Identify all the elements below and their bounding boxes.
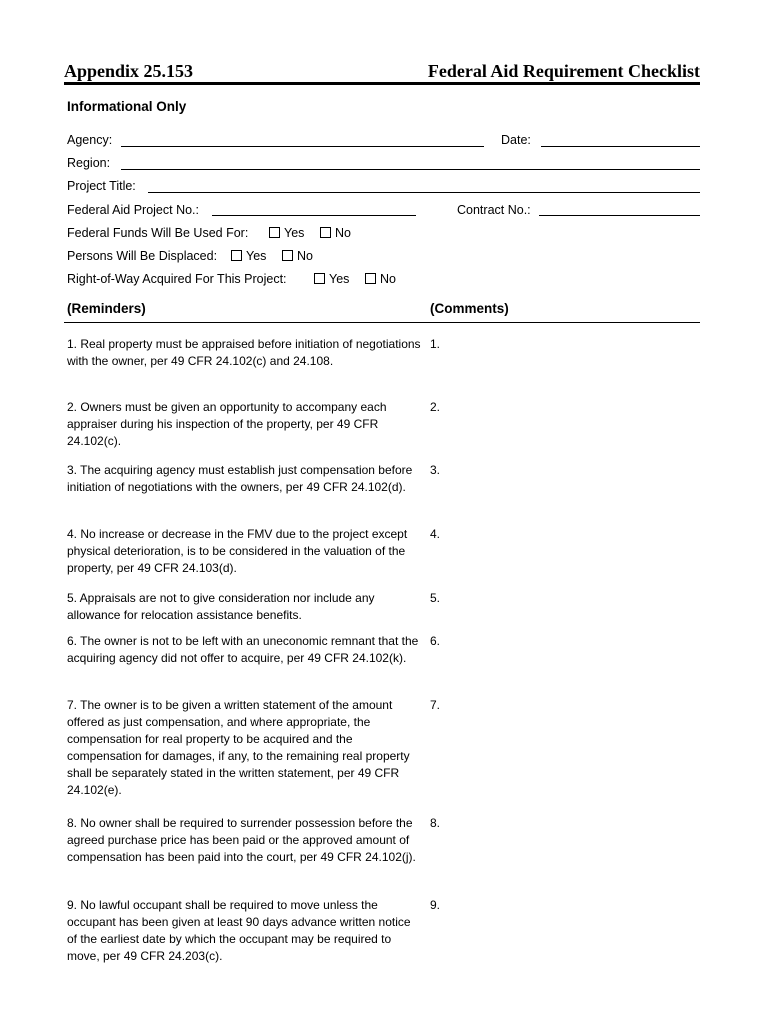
reminder-item: 4. No increase or decrease in the FMV due to the project except physical deterioration, is to be considered in the valuation of the property, per 49 CFR 24.103(d). — [67, 527, 408, 575]
no-label: No — [297, 249, 313, 263]
comment-number: 4. — [430, 527, 441, 541]
checkbox-icon[interactable] — [320, 227, 331, 238]
reminder-item: 7. The owner is to be given a written statement of the amount offered as just compensation, and where appropriate, the compensation for real property to be acquired and the compensation for damages, if any, to the remaining real property shall be separately stated in the written statement, per 49 CFR 24.102(e). — [67, 698, 410, 797]
comment-number: 2. — [430, 400, 441, 414]
yes-label: Yes — [329, 272, 350, 286]
reminder-item: 6. The owner is not to be left with an uneconomic remnant that the acquiring agency did not offer to acquire, per 49 CFR 24.102(k). — [67, 634, 419, 665]
reminder-item: 1. Real property must be appraised before initiation of negotiations with the owner, per 49 CFR 24.102(c) and 24.108. — [67, 337, 421, 368]
project-title-field[interactable] — [148, 192, 700, 193]
comment-number: 7. — [430, 698, 441, 712]
right-of-way-question: Right-of-Way Acquired For This Project: — [67, 272, 287, 286]
persons-displaced-question: Persons Will Be Displaced: — [67, 249, 218, 263]
contract-no-field[interactable] — [539, 215, 700, 216]
reminders-heading: (Reminders) — [67, 301, 146, 316]
project-title-label: Project Title: — [67, 179, 136, 193]
comment-number: 8. — [430, 816, 441, 830]
checkbox-icon[interactable] — [365, 273, 376, 284]
persons-displaced-yes-option[interactable] — [231, 248, 266, 264]
checkbox-icon[interactable] — [231, 250, 242, 261]
federal-funds-yes-option[interactable] — [269, 225, 304, 241]
yes-label: Yes — [284, 226, 305, 240]
right-of-way-yes-option[interactable] — [314, 271, 349, 287]
no-label: No — [380, 272, 396, 286]
comment-number: 5. — [430, 591, 441, 605]
reminder-item: 9. No lawful occupant shall be required to move unless the occupant has been given at least 90 days advance written notice of the earliest date by which the occupant may be required to move, per 49 CFR 24.203(c). — [67, 898, 411, 963]
federal-aid-project-no-field[interactable] — [212, 215, 416, 216]
federal-funds-question: Federal Funds Will Be Used For: — [67, 226, 249, 240]
persons-displaced-no-option[interactable] — [282, 248, 313, 264]
comment-number: 6. — [430, 634, 441, 648]
agency-field[interactable] — [121, 146, 484, 147]
checklist-title: Federal Aid Requirement Checklist — [427, 61, 700, 81]
right-of-way-no-option[interactable] — [365, 271, 396, 287]
comment-number: 3. — [430, 463, 441, 477]
agency-label: Agency: — [67, 133, 113, 147]
reminder-item: 2. Owners must be given an opportunity to accompany each appraiser during his inspection of the property, per 49 CFR 24.102(c). — [67, 400, 387, 448]
comment-number: 9. — [430, 898, 441, 912]
comment-number: 1. — [430, 337, 441, 351]
region-field[interactable] — [121, 169, 700, 170]
date-label: Date: — [501, 133, 531, 147]
page-header — [64, 60, 700, 84]
checkbox-icon[interactable] — [269, 227, 280, 238]
column-heading-rule — [64, 322, 700, 323]
comments-heading: (Comments) — [430, 301, 509, 316]
checkbox-icon[interactable] — [314, 273, 325, 284]
appendix-title: Appendix 25.153 — [64, 61, 194, 81]
informational-only-label: Informational Only — [67, 99, 187, 114]
no-label: No — [335, 226, 351, 240]
date-field[interactable] — [541, 146, 700, 147]
reminder-item: 8. No owner shall be required to surrender possession before the agreed purchase price has been paid or the approved amount of compensation has been paid into the court, per 49 CFR 24.102(j). — [67, 816, 416, 864]
checkbox-icon[interactable] — [282, 250, 293, 261]
contract-no-label: Contract No.: — [457, 203, 531, 217]
federal-funds-no-option[interactable] — [320, 225, 351, 241]
reminder-item: 5. Appraisals are not to give consideration nor include any allowance for relocation assistance benefits. — [67, 591, 375, 622]
federal-aid-project-no-label: Federal Aid Project No.: — [67, 203, 200, 217]
region-label: Region: — [67, 156, 111, 170]
header-rule — [64, 82, 700, 85]
reminder-item: 3. The acquiring agency must establish just compensation before initiation of negotiations with the owners, per 49 CFR 24.102(d). — [67, 463, 413, 494]
yes-label: Yes — [246, 249, 267, 263]
